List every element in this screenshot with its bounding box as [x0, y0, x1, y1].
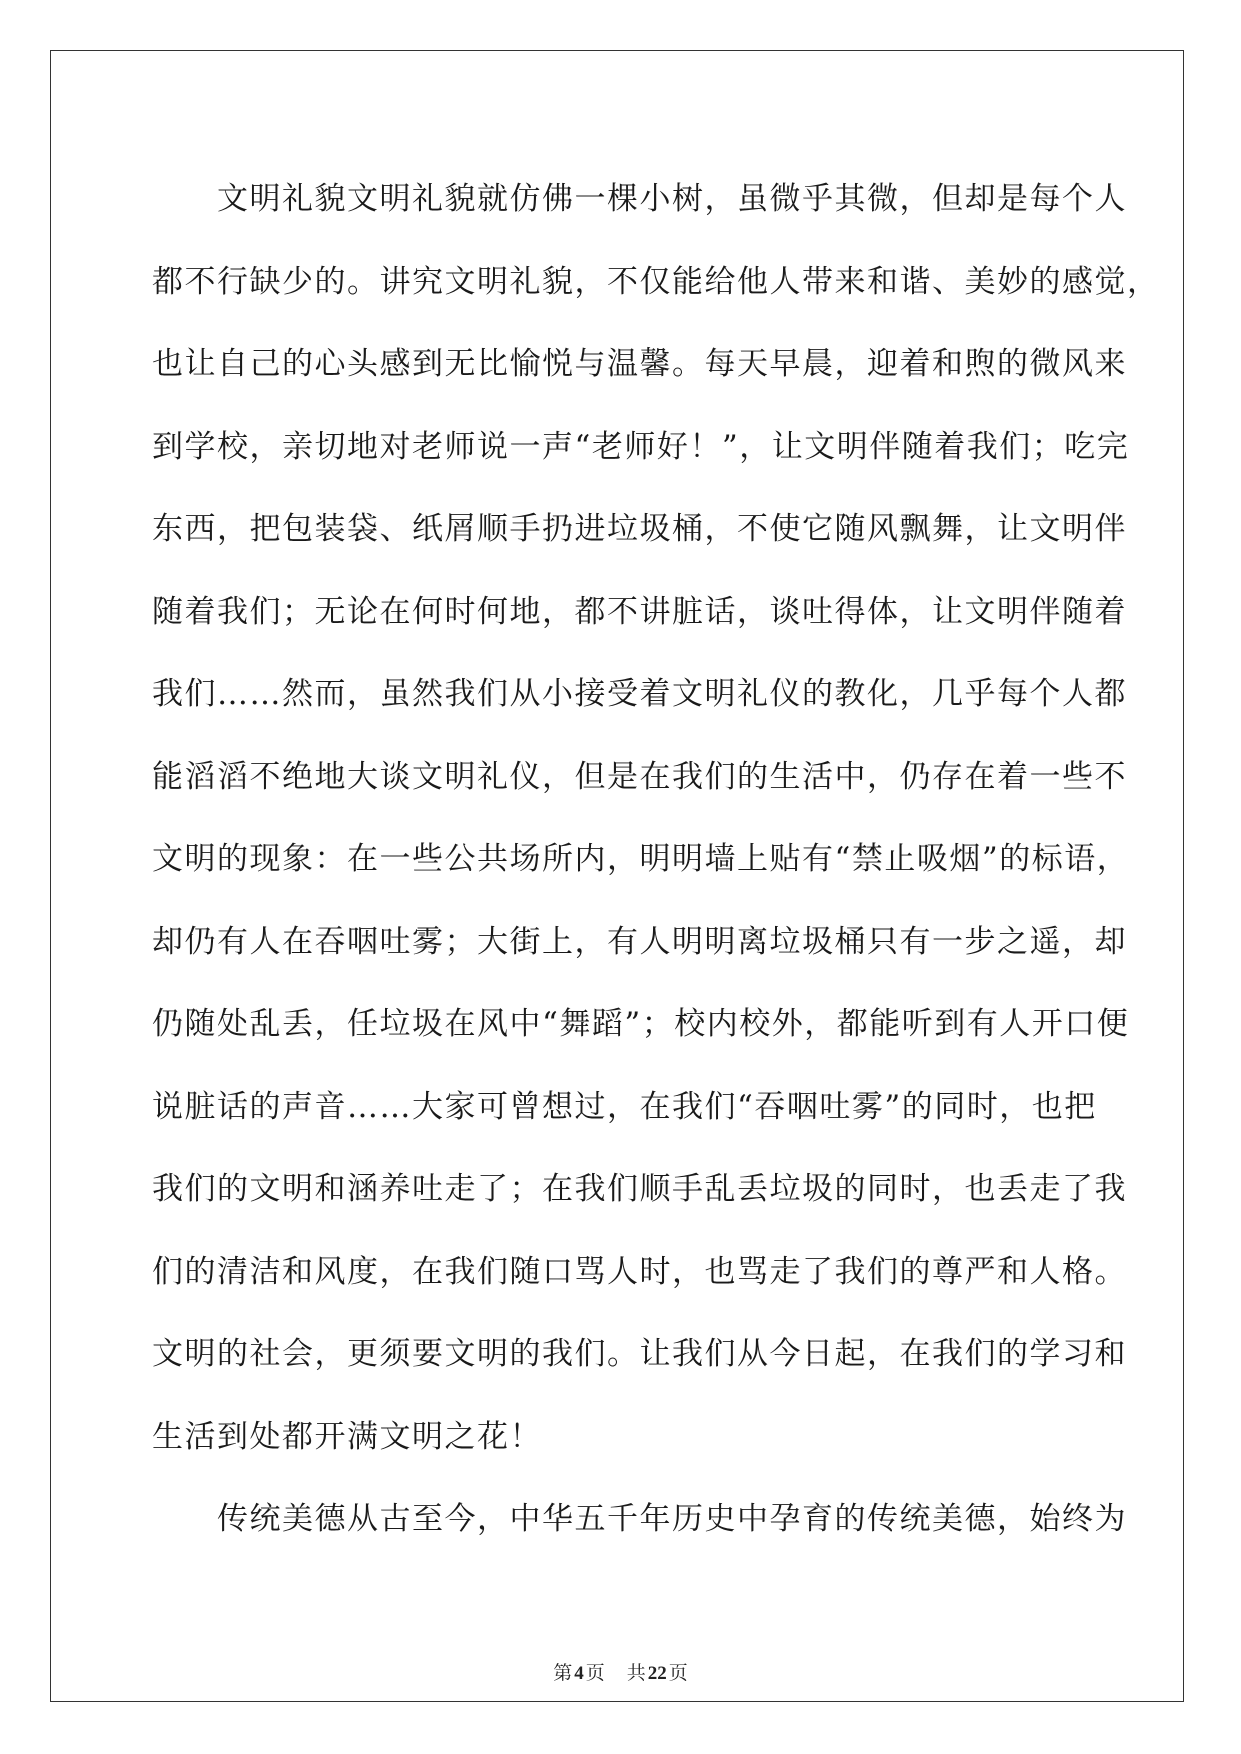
document-body [152, 158, 1160, 1561]
paragraph-2 [152, 1478, 1127, 1561]
page-suffix: 页 [585, 1663, 605, 1684]
text-line: 仍随处乱丢，任垃圾在风中“舞蹈”；校内校外，都能听到有人开口便 [152, 1006, 1130, 1042]
text-line: 传统美德从古至今，中华五千年历史中孕育的传统美德，始终为 [152, 1501, 1127, 1537]
text-line: 我们……然而，虽然我们从小接受着文明礼仪的教化，几乎每个人都 [152, 676, 1127, 712]
paragraph-1 [152, 158, 1160, 1478]
page-prefix: 第 [553, 1663, 573, 1684]
total-prefix: 共 [626, 1663, 646, 1684]
text-line: 文明的现象：在一些公共场所内，明明墙上贴有“禁止吸烟”的标语， [152, 841, 1130, 877]
total-suffix: 页 [668, 1663, 688, 1684]
text-line: 说脏话的声音……大家可曾想过，在我们“吞咽吐雾”的同时，也把 [152, 1088, 1097, 1125]
text-line: 到学校，亲切地对老师说一声“老师好！”，让文明伴随着我们；吃完 [152, 428, 1130, 465]
text-line: 我们的文明和涵养吐走了；在我们顺手乱丢垃圾的同时，也丢走了我 [152, 1171, 1127, 1207]
text-line: 生活到处都开满文明之花！ [152, 1418, 542, 1455]
text-line: 都不行缺少的。讲究文明礼貌，不仅能给他人带来和谐、美妙的感觉， [152, 263, 1160, 300]
page-footer [0, 1658, 1241, 1685]
text-line: 文明的社会，更须要文明的我们。让我们从今日起，在我们的学习和 [152, 1336, 1127, 1372]
total-pages: 22 [647, 1663, 667, 1684]
page-number: 4 [574, 1663, 584, 1684]
text-line: 们的清洁和风度，在我们随口骂人时，也骂走了我们的尊严和人格。 [152, 1253, 1127, 1290]
text-line: 文明礼貌文明礼貌就仿佛一棵小树，虽微乎其微，但却是每个人 [152, 181, 1127, 217]
text-line: 东西，把包装袋、纸屑顺手扔进垃圾桶，不使它随风飘舞，让文明伴 [152, 511, 1127, 547]
text-line: 随着我们；无论在何时何地，都不讲脏话，谈吐得体，让文明伴随着 [152, 593, 1127, 630]
text-line: 却仍有人在吞咽吐雾；大街上，有人明明离垃圾桶只有一步之遥，却 [152, 923, 1127, 960]
text-line: 也让自己的心头感到无比愉悦与温馨。每天早晨，迎着和煦的微风来 [152, 346, 1127, 382]
text-line: 能滔滔不绝地大谈文明礼仪，但是在我们的生活中，仍存在着一些不 [152, 758, 1127, 795]
